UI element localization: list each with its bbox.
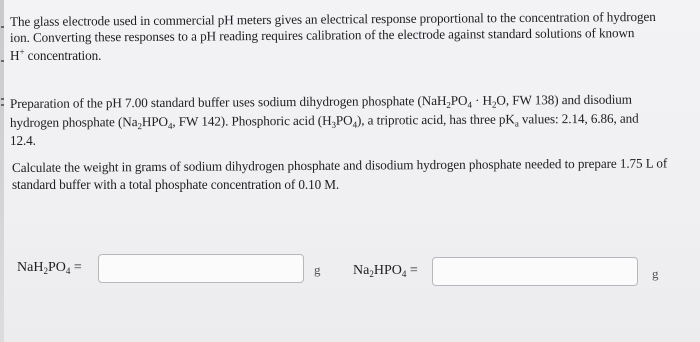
buffer-line-1: Preparation of the pH 7.00 standard buffer uses sodium dihydrogen phosphate ($NaH_2PO_4 \cdot H_2O$, FW 138) and disodium (9, 91, 632, 111)
buffer-info-paragraph (9, 91, 639, 149)
task-line-1: Calculate the weight in grams of sodium dihydrogen phosphate and disodium hydrogen phosphate needed to prepare 1.75 L of (11, 155, 668, 175)
edge-tick (1, 26, 4, 28)
na2hpo4-unit: g (652, 266, 659, 281)
intro-line-3: H+ concentration. (10, 47, 102, 63)
nah2po4-unit: g (314, 262, 321, 277)
edge-tick (1, 104, 4, 106)
na2hpo4-answer-input[interactable] (432, 257, 638, 286)
left-edge-bar (0, 0, 4, 342)
intro-paragraph (9, 8, 656, 64)
task-line-2: standard buffer with a total phosphate concentration of 0.10 M. (12, 177, 340, 192)
edge-tick (1, 98, 4, 100)
intro-line-1: The glass electrode used in commercial pH meters gives an electrical response proportional to the concentration of hydrogen (9, 8, 656, 29)
na2hpo4-label: $Na_2HPO_4$ = (353, 263, 418, 279)
intro-line-2: ion. Converting these responses to a pH reading requires calibration of the electrode against standard solutions of known (9, 25, 635, 45)
nah2po4-label: $NaH_2PO_4$ = (17, 260, 82, 276)
task-paragraph (11, 155, 668, 193)
nah2po4-answer-input[interactable] (98, 254, 304, 283)
edge-tick (1, 60, 4, 62)
buffer-line-3: 12.4. (10, 133, 36, 148)
buffer-line-2: hydrogen phosphate ($Na_2HPO_4$, FW 142). Phosphoric acid $(H_3PO_4)$, a triprotic acid, has three $pK_a$ values: 2.14, 6.86, and (9, 110, 639, 132)
